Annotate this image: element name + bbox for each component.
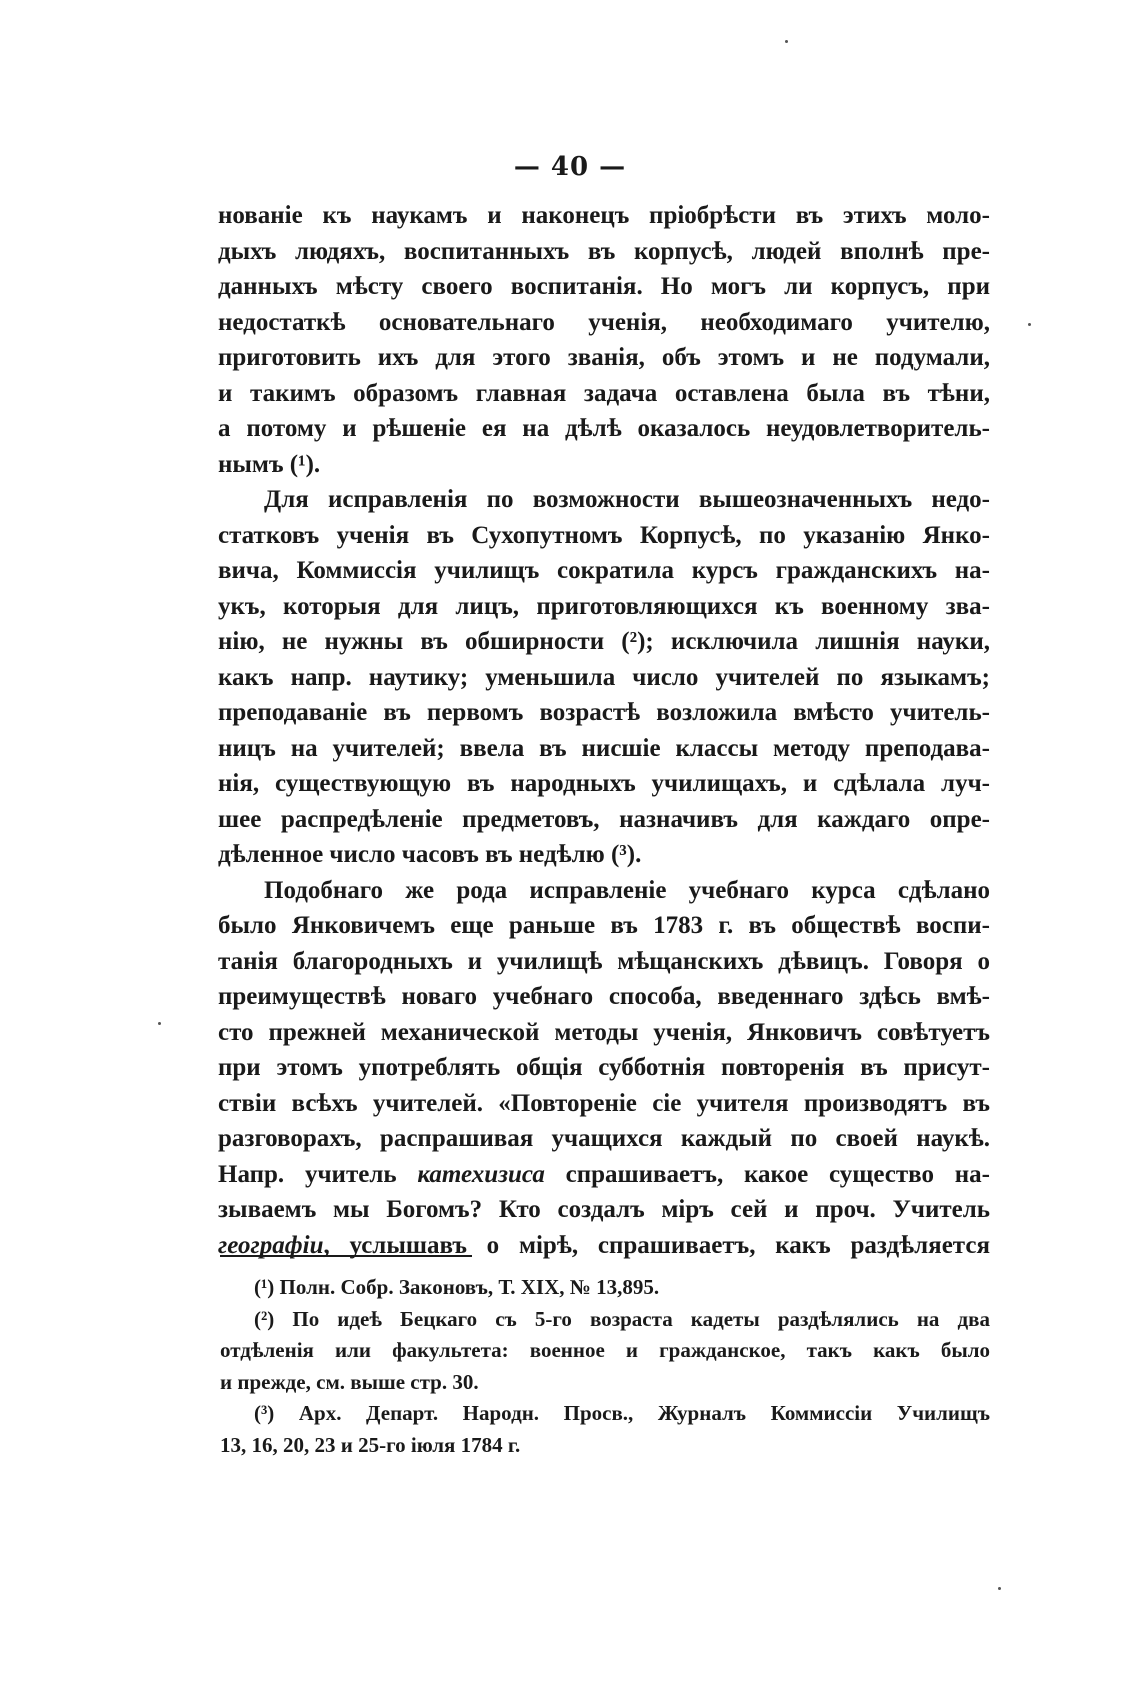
text-line: а потому и рѣшеніе ея на дѣлѣ оказалось неудовлетворитель- [218,415,990,442]
footnote-line: отдѣленія или факультета: военное и гражданское, такъ какъ было [220,1338,990,1362]
footnotes [220,1272,990,1461]
text-line: вича, Коммиссія училищъ сократила курсъ гражданскихъ на- [218,557,990,584]
footnote-separator [220,1255,472,1257]
text-line: преподаваніе въ первомъ возрастѣ возложила вмѣсто учитель- [218,699,990,726]
text-line: географіи, услышавъ о мірѣ, спрашиваетъ, какъ раздѣляется [218,1231,990,1259]
paragraph-3 [218,873,990,1264]
footnote-line: (¹) Полн. Собр. Законовъ, Т. XIX, № 13,895. [254,1275,660,1299]
footnote-1 [220,1272,990,1304]
italic-term: географіи [218,1231,324,1259]
text-line: статковъ ученія въ Сухопутномъ Корпусѣ, по указанію Янко- [218,521,990,549]
text-line: сто прежней механической методы ученія, Янковичъ совѣтуетъ [218,1018,990,1046]
text-line: танія благородныхъ и училищѣ мѣщанскихъ дѣвицъ. Говоря о [218,947,990,975]
text-line: укъ, которыя для лицъ, приготовляющихся къ военному зва- [218,592,990,620]
main-text [218,198,990,1263]
text-line: ницъ на учителей; ввела въ нисшіе классы методу преподава- [218,734,990,762]
text-line: нія, существующую въ народныхъ училищахъ, и сдѣлала луч- [218,770,990,797]
speck [785,40,788,43]
footnote-line: 13, 16, 20, 23 и 25-го іюля 1784 г. [220,1432,521,1457]
text-line: нованіе къ наукамъ и наконецъ пріобрѣсти въ этихъ моло- [218,202,990,229]
italic-term: катехизиса [417,1160,545,1188]
footnote-line: (²) По идеѣ Бецкаго съ 5-го возраста кадеты раздѣлялись на два [254,1306,990,1331]
speck [158,1022,161,1025]
text-line: разговорахъ, распрашивая учащихся каждый по своей наукѣ. [218,1125,990,1152]
text-line: Напр. учитель катехизиса спрашиваетъ, какое существо на- [218,1160,990,1188]
text-line: при этомъ употреблять общія субботнія повторенія въ присут- [218,1054,990,1081]
footnote-line: и прежде, см. выше стр. 30. [220,1369,479,1394]
text-line: дыхъ людяхъ, воспитанныхъ въ корпусѣ, людей вполнѣ пре- [218,237,990,265]
text-line: Подобнаго же рода исправленіе учебнаго курса сдѣлано [264,876,990,904]
footnote-2 [220,1304,990,1399]
paragraph-2 [218,482,990,873]
speck [1028,323,1031,326]
text-line: дѣленное число часовъ въ недѣлю (³). [218,841,642,868]
text-line: какъ напр. наутику; уменьшила число учителей по языкамъ; [218,663,990,691]
page-number: — 40 — [513,152,627,182]
text-line: недостаткѣ основательнаго ученія, необходимаго учителю, [218,308,990,336]
text-line: было Янковичемъ еще раньше въ 1783 г. въ обществѣ воспи- [218,912,990,939]
text-line: и такимъ образомъ главная задача оставлена была въ тѣни, [218,379,990,407]
speck [998,1587,1001,1590]
text-line: ствіи всѣхъ учителей. «Повтореніе сіе учителя производятъ въ [218,1089,990,1117]
text-line: Для исправленія по возможности вышеозначенныхъ недо- [264,486,990,513]
text-line: приготовить ихъ для этого званія, объ этомъ и не подумали, [218,344,990,371]
paragraph-1 [218,198,990,482]
text-line: шее распредѣленіе предметовъ, назначивъ для каждаго опре- [218,805,990,833]
footnote-line: (³) Арх. Департ. Народн. Просв., Журналъ Коммиссіи Училищъ [254,1401,990,1425]
text-line: зываемъ мы Богомъ? Кто создалъ міръ сей и проч. Учитель [218,1196,990,1223]
text-line: данныхъ мѣсту своего воспитанія. Но могъ ли корпусъ, при [218,273,990,300]
text-line: нымъ (¹). [218,450,321,478]
text-line: нію, не нужны въ обширности (²); исключила лишнія науки, [218,628,990,655]
text-line: преимуществѣ новаго учебнаго способа, введеннаго здѣсь вмѣ- [218,983,990,1010]
footnote-3 [220,1398,990,1461]
